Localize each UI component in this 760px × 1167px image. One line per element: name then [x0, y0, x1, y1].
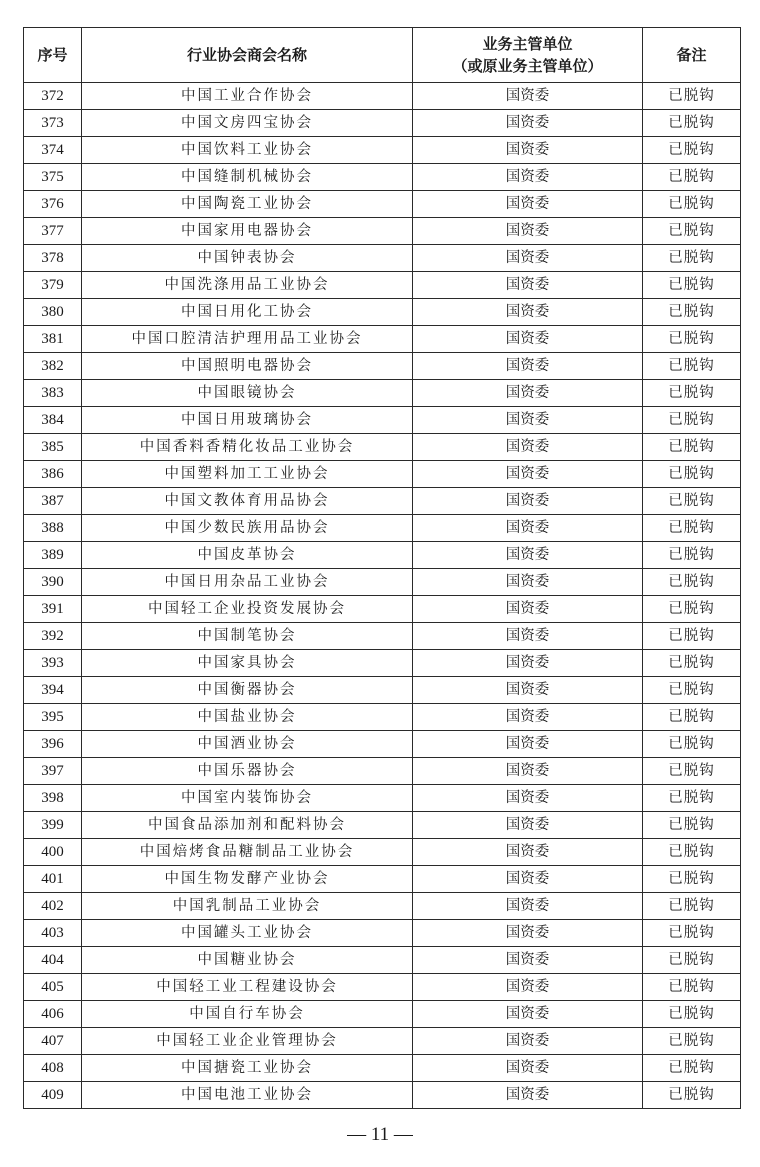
cell-serial-number: 400: [24, 839, 82, 866]
header-supervising-unit: [413, 28, 643, 83]
table-row: [24, 110, 741, 137]
cell-association-name: 中国衡器协会: [82, 677, 413, 704]
table-row: [24, 326, 741, 353]
cell-serial-number: 386: [24, 461, 82, 488]
cell-serial-number: 387: [24, 488, 82, 515]
association-table-container: [23, 27, 740, 1109]
cell-supervising-unit: 国资委: [413, 245, 643, 272]
cell-remarks: 已脱钩: [643, 191, 741, 218]
table-row: [24, 164, 741, 191]
cell-association-name: 中国眼镜协会: [82, 380, 413, 407]
cell-serial-number: 385: [24, 434, 82, 461]
table-row: [24, 758, 741, 785]
cell-serial-number: 393: [24, 650, 82, 677]
cell-supervising-unit: 国资委: [413, 191, 643, 218]
cell-supervising-unit: 国资委: [413, 947, 643, 974]
cell-supervising-unit: 国资委: [413, 974, 643, 1001]
cell-supervising-unit: 国资委: [413, 731, 643, 758]
cell-association-name: 中国日用杂品工业协会: [82, 569, 413, 596]
header-supervising-unit-line2: （或原业务主管单位）: [452, 57, 603, 75]
cell-supervising-unit: 国资委: [413, 488, 643, 515]
cell-remarks: 已脱钩: [643, 1055, 741, 1082]
table-row: [24, 812, 741, 839]
cell-association-name: 中国家用电器协会: [82, 218, 413, 245]
cell-serial-number: 389: [24, 542, 82, 569]
cell-remarks: 已脱钩: [643, 218, 741, 245]
cell-association-name: 中国日用化工协会: [82, 299, 413, 326]
table-row: [24, 353, 741, 380]
cell-association-name: 中国酒业协会: [82, 731, 413, 758]
cell-remarks: 已脱钩: [643, 569, 741, 596]
cell-supervising-unit: 国资委: [413, 353, 643, 380]
table-row: [24, 596, 741, 623]
cell-remarks: 已脱钩: [643, 461, 741, 488]
association-table: [23, 27, 741, 1109]
cell-serial-number: 405: [24, 974, 82, 1001]
cell-supervising-unit: 国资委: [413, 272, 643, 299]
cell-supervising-unit: 国资委: [413, 758, 643, 785]
cell-association-name: 中国工业合作协会: [82, 83, 413, 110]
cell-serial-number: 372: [24, 83, 82, 110]
table-row: [24, 407, 741, 434]
header-remarks: 备注: [643, 28, 741, 83]
cell-remarks: 已脱钩: [643, 677, 741, 704]
cell-association-name: 中国香料香精化妆品工业协会: [82, 434, 413, 461]
table-row: [24, 839, 741, 866]
table-row: [24, 272, 741, 299]
cell-remarks: 已脱钩: [643, 1082, 741, 1109]
cell-association-name: 中国钟表协会: [82, 245, 413, 272]
cell-serial-number: 396: [24, 731, 82, 758]
cell-association-name: 中国洗涤用品工业协会: [82, 272, 413, 299]
cell-association-name: 中国乳制品工业协会: [82, 893, 413, 920]
cell-supervising-unit: 国资委: [413, 461, 643, 488]
cell-serial-number: 384: [24, 407, 82, 434]
cell-supervising-unit: 国资委: [413, 1001, 643, 1028]
cell-supervising-unit: 国资委: [413, 596, 643, 623]
table-row: [24, 650, 741, 677]
table-row: [24, 866, 741, 893]
cell-supervising-unit: 国资委: [413, 299, 643, 326]
table-row: [24, 515, 741, 542]
cell-association-name: 中国轻工企业投资发展协会: [82, 596, 413, 623]
cell-serial-number: 388: [24, 515, 82, 542]
table-row: [24, 488, 741, 515]
cell-supervising-unit: 国资委: [413, 326, 643, 353]
cell-association-name: 中国饮料工业协会: [82, 137, 413, 164]
table-row: [24, 1082, 741, 1109]
cell-serial-number: 378: [24, 245, 82, 272]
header-supervising-unit-line1: 业务主管单位: [482, 35, 573, 53]
cell-remarks: 已脱钩: [643, 812, 741, 839]
cell-serial-number: 404: [24, 947, 82, 974]
cell-serial-number: 380: [24, 299, 82, 326]
cell-serial-number: 401: [24, 866, 82, 893]
cell-serial-number: 392: [24, 623, 82, 650]
cell-supervising-unit: 国资委: [413, 569, 643, 596]
table-row: [24, 920, 741, 947]
cell-serial-number: 403: [24, 920, 82, 947]
cell-serial-number: 407: [24, 1028, 82, 1055]
cell-association-name: 中国制笔协会: [82, 623, 413, 650]
cell-association-name: 中国轻工业工程建设协会: [82, 974, 413, 1001]
cell-remarks: 已脱钩: [643, 650, 741, 677]
cell-serial-number: 383: [24, 380, 82, 407]
cell-supervising-unit: 国资委: [413, 812, 643, 839]
cell-association-name: 中国焙烤食品糖制品工业协会: [82, 839, 413, 866]
cell-remarks: 已脱钩: [643, 1028, 741, 1055]
table-row: [24, 461, 741, 488]
cell-remarks: 已脱钩: [643, 704, 741, 731]
cell-remarks: 已脱钩: [643, 83, 741, 110]
cell-serial-number: 399: [24, 812, 82, 839]
cell-supervising-unit: 国资委: [413, 137, 643, 164]
table-row: [24, 1055, 741, 1082]
cell-serial-number: 375: [24, 164, 82, 191]
table-row: [24, 434, 741, 461]
cell-serial-number: 373: [24, 110, 82, 137]
table-row: [24, 1028, 741, 1055]
table-row: [24, 569, 741, 596]
cell-supervising-unit: 国资委: [413, 1028, 643, 1055]
cell-remarks: 已脱钩: [643, 920, 741, 947]
cell-supervising-unit: 国资委: [413, 677, 643, 704]
cell-association-name: 中国自行车协会: [82, 1001, 413, 1028]
cell-remarks: 已脱钩: [643, 353, 741, 380]
cell-supervising-unit: 国资委: [413, 1055, 643, 1082]
cell-association-name: 中国文房四宝协会: [82, 110, 413, 137]
cell-serial-number: 377: [24, 218, 82, 245]
cell-association-name: 中国糖业协会: [82, 947, 413, 974]
cell-association-name: 中国轻工业企业管理协会: [82, 1028, 413, 1055]
cell-association-name: 中国文教体育用品协会: [82, 488, 413, 515]
table-body: [24, 83, 741, 1109]
cell-association-name: 中国搪瓷工业协会: [82, 1055, 413, 1082]
table-row: [24, 731, 741, 758]
cell-association-name: 中国乐器协会: [82, 758, 413, 785]
cell-supervising-unit: 国资委: [413, 839, 643, 866]
cell-serial-number: 379: [24, 272, 82, 299]
cell-association-name: 中国生物发酵产业协会: [82, 866, 413, 893]
cell-supervising-unit: 国资委: [413, 164, 643, 191]
cell-serial-number: 408: [24, 1055, 82, 1082]
cell-serial-number: 382: [24, 353, 82, 380]
cell-remarks: 已脱钩: [643, 326, 741, 353]
cell-serial-number: 376: [24, 191, 82, 218]
table-row: [24, 218, 741, 245]
cell-remarks: 已脱钩: [643, 596, 741, 623]
cell-remarks: 已脱钩: [643, 839, 741, 866]
cell-supervising-unit: 国资委: [413, 380, 643, 407]
table-row: [24, 191, 741, 218]
cell-supervising-unit: 国资委: [413, 920, 643, 947]
cell-association-name: 中国家具协会: [82, 650, 413, 677]
cell-remarks: 已脱钩: [643, 272, 741, 299]
cell-serial-number: 390: [24, 569, 82, 596]
table-row: [24, 542, 741, 569]
cell-association-name: 中国少数民族用品协会: [82, 515, 413, 542]
cell-remarks: 已脱钩: [643, 299, 741, 326]
cell-supervising-unit: 国资委: [413, 218, 643, 245]
cell-remarks: 已脱钩: [643, 947, 741, 974]
cell-association-name: 中国食品添加剂和配料协会: [82, 812, 413, 839]
table-row: [24, 785, 741, 812]
cell-association-name: 中国塑料加工工业协会: [82, 461, 413, 488]
page-number: — 11 —: [347, 1124, 413, 1145]
cell-remarks: 已脱钩: [643, 110, 741, 137]
cell-supervising-unit: 国资委: [413, 785, 643, 812]
cell-association-name: 中国口腔清洁护理用品工业协会: [82, 326, 413, 353]
cell-supervising-unit: 国资委: [413, 407, 643, 434]
cell-remarks: 已脱钩: [643, 407, 741, 434]
cell-remarks: 已脱钩: [643, 866, 741, 893]
cell-serial-number: 409: [24, 1082, 82, 1109]
header-association-name: 行业协会商会名称: [82, 28, 413, 83]
cell-remarks: 已脱钩: [643, 785, 741, 812]
cell-supervising-unit: 国资委: [413, 704, 643, 731]
cell-remarks: 已脱钩: [643, 164, 741, 191]
cell-association-name: 中国皮革协会: [82, 542, 413, 569]
cell-serial-number: 398: [24, 785, 82, 812]
cell-remarks: 已脱钩: [643, 434, 741, 461]
cell-association-name: 中国盐业协会: [82, 704, 413, 731]
cell-association-name: 中国罐头工业协会: [82, 920, 413, 947]
cell-association-name: 中国缝制机械协会: [82, 164, 413, 191]
cell-association-name: 中国室内装饰协会: [82, 785, 413, 812]
cell-association-name: 中国陶瓷工业协会: [82, 191, 413, 218]
table-row: [24, 299, 741, 326]
table-row: [24, 137, 741, 164]
cell-remarks: 已脱钩: [643, 380, 741, 407]
cell-association-name: 中国日用玻璃协会: [82, 407, 413, 434]
cell-supervising-unit: 国资委: [413, 623, 643, 650]
cell-serial-number: 395: [24, 704, 82, 731]
cell-supervising-unit: 国资委: [413, 866, 643, 893]
table-row: [24, 893, 741, 920]
table-row: [24, 623, 741, 650]
cell-supervising-unit: 国资委: [413, 542, 643, 569]
cell-remarks: 已脱钩: [643, 488, 741, 515]
cell-serial-number: 381: [24, 326, 82, 353]
cell-serial-number: 402: [24, 893, 82, 920]
cell-serial-number: 394: [24, 677, 82, 704]
cell-remarks: 已脱钩: [643, 542, 741, 569]
table-row: [24, 245, 741, 272]
header-row: [24, 28, 741, 83]
table-row: [24, 677, 741, 704]
cell-remarks: 已脱钩: [643, 245, 741, 272]
cell-serial-number: 397: [24, 758, 82, 785]
cell-association-name: 中国照明电器协会: [82, 353, 413, 380]
cell-remarks: 已脱钩: [643, 515, 741, 542]
cell-supervising-unit: 国资委: [413, 83, 643, 110]
cell-supervising-unit: 国资委: [413, 434, 643, 461]
cell-remarks: 已脱钩: [643, 623, 741, 650]
table-row: [24, 947, 741, 974]
cell-serial-number: 391: [24, 596, 82, 623]
table-row: [24, 380, 741, 407]
cell-remarks: 已脱钩: [643, 137, 741, 164]
cell-association-name: 中国电池工业协会: [82, 1082, 413, 1109]
cell-remarks: 已脱钩: [643, 974, 741, 1001]
cell-supervising-unit: 国资委: [413, 1082, 643, 1109]
cell-remarks: 已脱钩: [643, 731, 741, 758]
header-serial-number: 序号: [24, 28, 82, 83]
table-row: [24, 974, 741, 1001]
cell-supervising-unit: 国资委: [413, 110, 643, 137]
cell-supervising-unit: 国资委: [413, 893, 643, 920]
cell-remarks: 已脱钩: [643, 758, 741, 785]
cell-supervising-unit: 国资委: [413, 515, 643, 542]
table-header: [24, 28, 741, 83]
table-row: [24, 1001, 741, 1028]
cell-supervising-unit: 国资委: [413, 650, 643, 677]
table-row: [24, 83, 741, 110]
table-row: [24, 704, 741, 731]
cell-serial-number: 374: [24, 137, 82, 164]
cell-remarks: 已脱钩: [643, 1001, 741, 1028]
cell-serial-number: 406: [24, 1001, 82, 1028]
cell-remarks: 已脱钩: [643, 893, 741, 920]
